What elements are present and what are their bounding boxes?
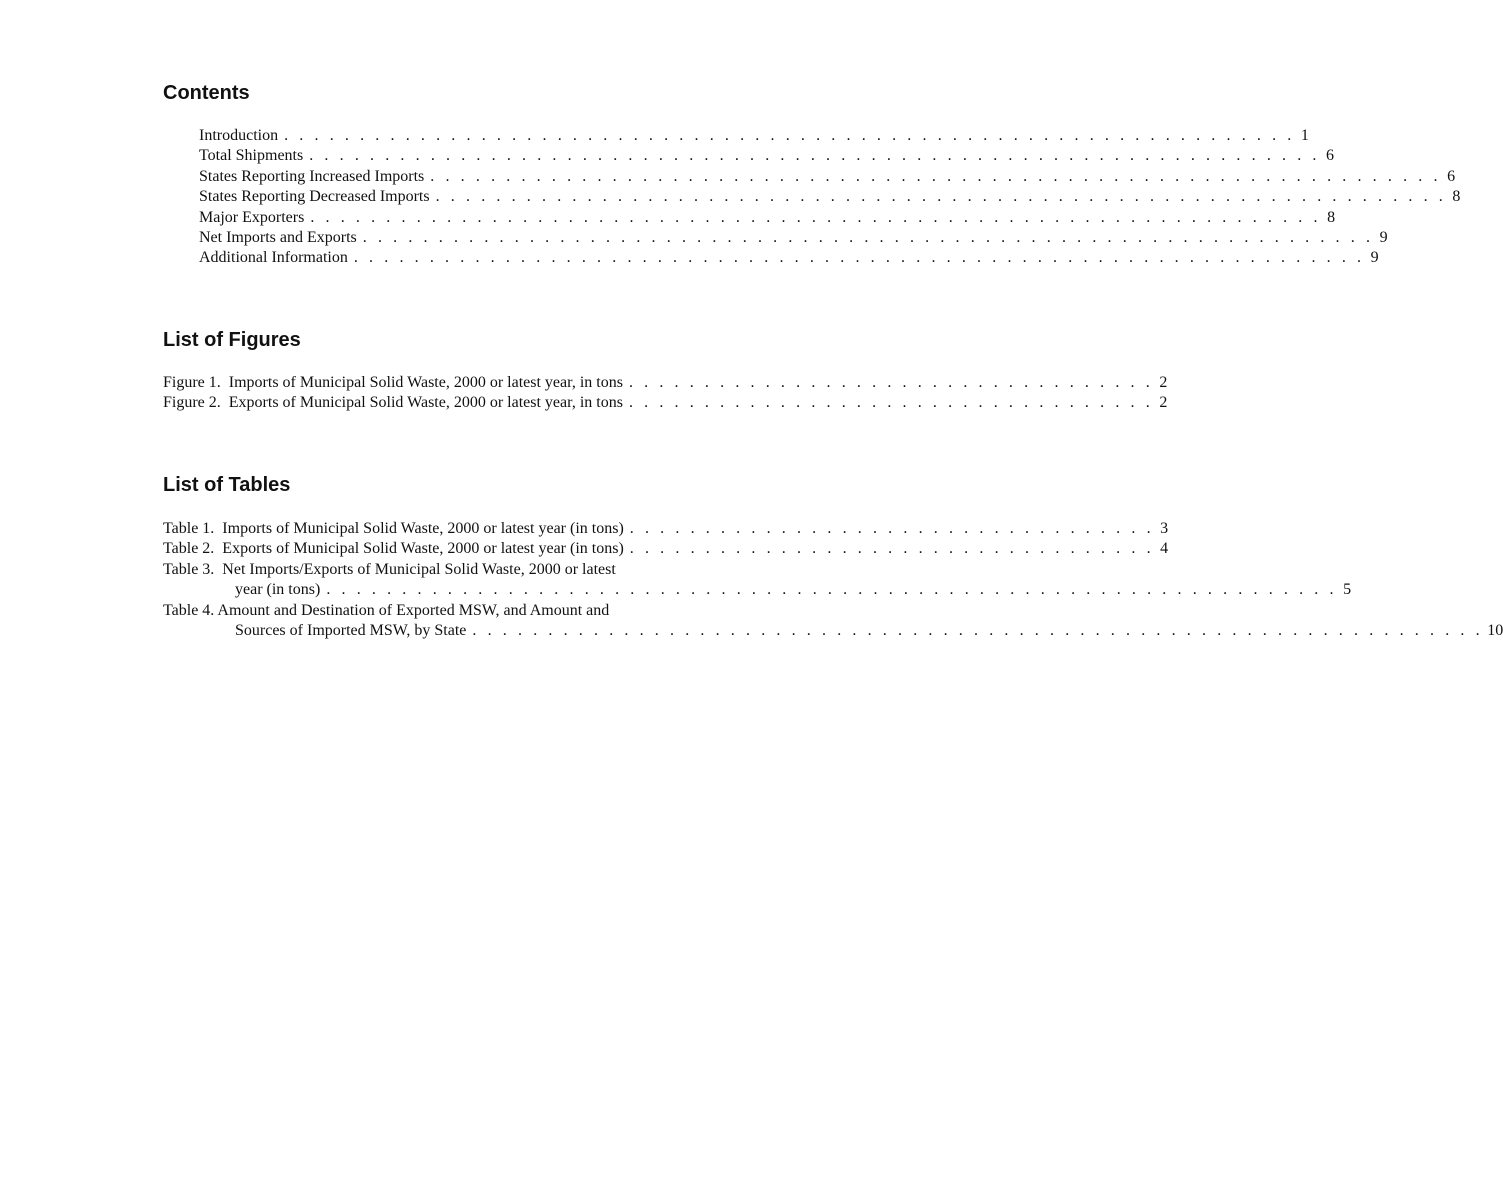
table-entry-3[interactable] xyxy=(163,560,1352,601)
toc-entry-title: Major Exporters xyxy=(199,208,305,226)
figure-entry-2[interactable] xyxy=(163,393,1168,413)
toc-entry-title: Net Imports and Exports xyxy=(199,229,357,247)
toc-entry-introduction[interactable] xyxy=(199,126,1309,146)
dot-leader: . . . . . . . . . . . . . . . . . . . . . . . . . . . . . . . . . . . . . . . . . . . . . . . . . . . . . . . . . . . . . . . . . . . xyxy=(430,167,1442,185)
table-entry-page: 10 xyxy=(1487,622,1503,640)
dot-leader: . . . . . . . . . . . . . . . . . . . . . . . . . . . . . . . . . . . . . . . . . . . . . . . . . . . . . . . . . . . . . . . . . . . xyxy=(435,188,1447,206)
table-entry-title: Table 2. Exports of Municipal Solid Waste, 2000 or latest year (in tons) xyxy=(163,540,624,558)
table-entry-title-line2: year (in tons) xyxy=(235,581,321,599)
toc-entry-page: 8 xyxy=(1452,188,1461,206)
tables-heading: List of Tables xyxy=(163,474,291,496)
table-entry-page: 4 xyxy=(1160,540,1169,558)
toc-entry-title: Additional Information xyxy=(199,249,348,267)
dot-leader: . . . . . . . . . . . . . . . . . . . . . . . . . . . . . . . . . . . xyxy=(629,520,1155,537)
toc-entry-title: Introduction xyxy=(199,127,279,144)
toc-entry-increased-imports[interactable] xyxy=(199,167,1456,187)
toc-entry-title: States Reporting Increased Imports xyxy=(199,167,425,185)
table-entry-page: 5 xyxy=(1343,581,1352,599)
toc-entry-title: States Reporting Decreased Imports xyxy=(199,188,430,206)
toc-entry-page: 9 xyxy=(1379,229,1388,247)
contents-heading: Contents xyxy=(163,82,250,104)
tables-list xyxy=(163,519,1503,641)
figure-entry-title: Figure 1. Imports of Municipal Solid Waste, 2000 or latest year, in tons xyxy=(163,374,623,391)
toc-entry-page: 8 xyxy=(1327,208,1336,226)
contents-list xyxy=(163,126,1461,269)
dot-leader: . . . . . . . . . . . . . . . . . . . . . . . . . . . . . . . . . . . . . . . . . . . . . . . . . . . . . . . . . . . . . . . . . . . xyxy=(310,208,1322,226)
toc-entry-net-imports-exports[interactable] xyxy=(199,228,1388,248)
toc-entry-page: 6 xyxy=(1326,147,1335,165)
dot-leader: . . . . . . . . . . . . . . . . . . . . . . . . . . . . . . . . . . . xyxy=(628,394,1154,412)
table-entry-title-line1: Table 4. Amount and Destination of Exported MSW, and Amount and xyxy=(163,601,610,619)
toc-entry-page: 1 xyxy=(1300,127,1309,144)
figures-list xyxy=(163,373,1168,414)
figure-entry-title: Figure 2. Exports of Municipal Solid Waste, 2000 or latest year, in tons xyxy=(163,394,623,412)
figures-heading: List of Figures xyxy=(163,329,301,351)
table-entry-continuation xyxy=(163,621,1503,641)
toc-entry-total-shipments[interactable] xyxy=(199,146,1335,166)
table-entry-title: Table 1. Imports of Municipal Solid Waste, 2000 or latest year (in tons) xyxy=(163,520,624,537)
dot-leader: . . . . . . . . . . . . . . . . . . . . . . . . . . . . . . . . . . . . . . . . . . . . . . . . . . . . . . . . . . . . . . . . . . . xyxy=(284,127,1295,144)
dot-leader: . . . . . . . . . . . . . . . . . . . . . . . . . . . . . . . . . . . xyxy=(629,540,1155,558)
dot-leader: . . . . . . . . . . . . . . . . . . . . . . . . . . . . . . . . . . . . . . . . . . . . . . . . . . . . . . . . . . . . . . . . . . . xyxy=(362,229,1374,247)
dot-leader: . . . . . . . . . . . . . . . . . . . . . . . . . . . . . . . . . . . . . . . . . . . . . . . . . . . . . . . . . . . . . . . . . . . xyxy=(309,147,1321,165)
toc-entry-additional-information[interactable] xyxy=(199,248,1379,268)
dot-leader: . . . . . . . . . . . . . . . . . . . . . . . . . . . . . . . . . . . . . . . . . . . . . . . . . . . . . . . . . . . . . . . . . . . xyxy=(472,622,1484,640)
toc-entry-page: 6 xyxy=(1447,167,1456,185)
toc-entry-decreased-imports[interactable] xyxy=(199,187,1461,207)
table-entry-continuation xyxy=(163,580,1352,600)
figure-entry-page: 2 xyxy=(1159,374,1168,391)
dot-leader: . . . . . . . . . . . . . . . . . . . . . . . . . . . . . . . . . . . xyxy=(628,374,1154,391)
toc-entry-major-exporters[interactable] xyxy=(199,208,1336,228)
toc-entry-title: Total Shipments xyxy=(199,147,304,165)
figure-entry-page: 2 xyxy=(1159,394,1168,412)
table-entry-2[interactable] xyxy=(163,539,1169,559)
figure-entry-1[interactable] xyxy=(163,373,1168,393)
dot-leader: . . . . . . . . . . . . . . . . . . . . . . . . . . . . . . . . . . . . . . . . . . . . . . . . . . . . . . . . . . . . . . . . . . . xyxy=(326,581,1338,599)
table-entry-1[interactable] xyxy=(163,519,1169,539)
dot-leader: . . . . . . . . . . . . . . . . . . . . . . . . . . . . . . . . . . . . . . . . . . . . . . . . . . . . . . . . . . . . . . . . . . . xyxy=(353,249,1365,267)
table-entry-title-line1: Table 3. Net Imports/Exports of Municipal Solid Waste, 2000 or latest xyxy=(163,560,616,578)
toc-entry-page: 9 xyxy=(1370,249,1379,267)
table-entry-title-line2: Sources of Imported MSW, by State xyxy=(235,622,467,640)
table-entry-page: 3 xyxy=(1160,520,1169,537)
table-entry-4[interactable] xyxy=(163,601,1503,642)
